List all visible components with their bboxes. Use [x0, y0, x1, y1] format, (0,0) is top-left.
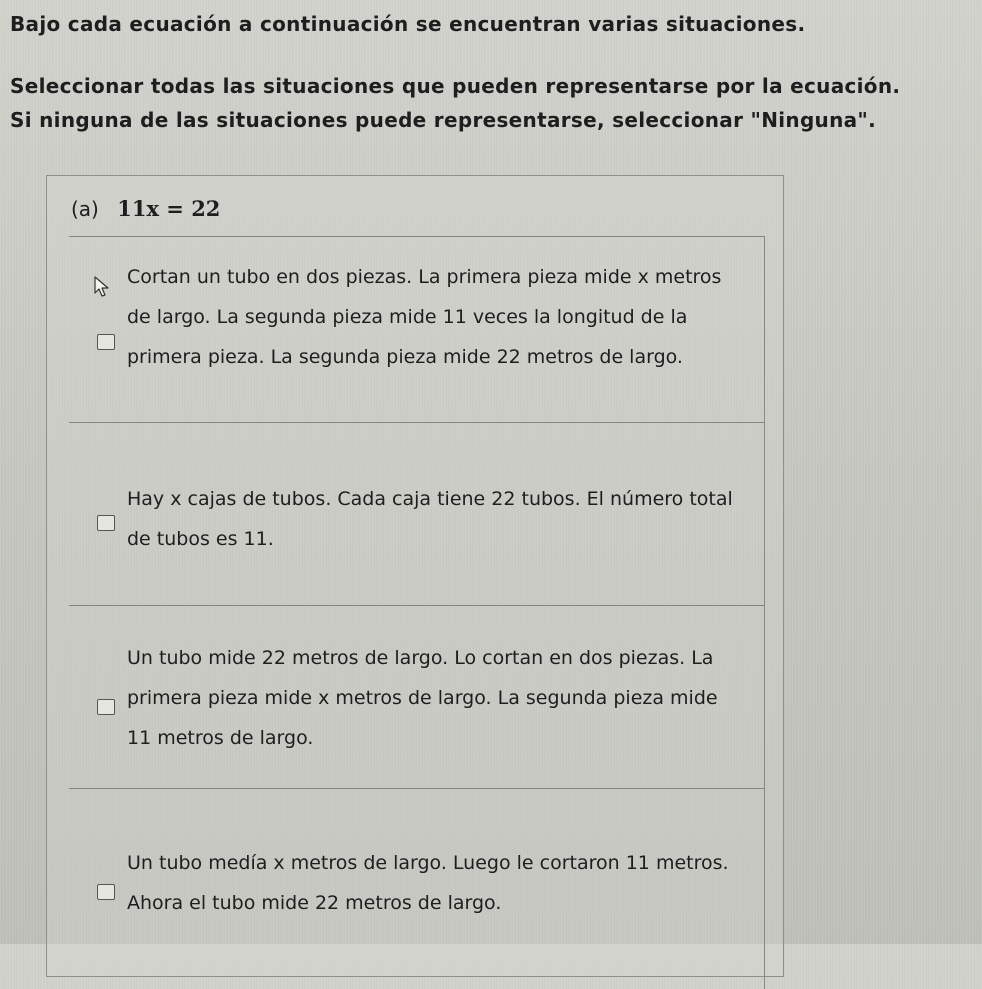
option-2-checkbox[interactable] [97, 515, 115, 531]
part-header [71, 196, 220, 221]
instruction-line-1: Bajo cada ecuación a continuación se encuentran varias situaciones. [10, 12, 806, 36]
option-3-checkbox[interactable] [97, 699, 115, 715]
instruction-line-2: Seleccionar todas las situaciones que pueden representarse por la ecuación. [10, 74, 901, 98]
option-2[interactable] [69, 423, 765, 606]
option-2-text: Hay x cajas de tubos. Cada caja tiene 22 tubos. El número total de tubos es 11. [127, 488, 733, 550]
option-4-checkbox[interactable] [97, 884, 115, 900]
option-1-checkbox[interactable] [97, 334, 115, 350]
options-list [69, 236, 765, 989]
part-label: (a) [71, 197, 99, 221]
equation: 11x = 22 [117, 196, 221, 221]
option-1-text: Cortan un tubo en dos piezas. La primera pieza mide x metros de largo. La segunda pieza mide 11 veces la longitud de la primera pieza. La segunda pieza mide 22 metros de largo. [127, 266, 722, 368]
option-4-text: Un tubo medía x metros de largo. Luego le cortaron 11 metros. Ahora el tubo mide 22 metros de largo. [127, 852, 729, 914]
option-3-text: Un tubo mide 22 metros de largo. Lo cortan en dos piezas. La primera pieza mide x metros de largo. La segunda pieza mide 11 metros de largo. [127, 647, 718, 749]
option-1[interactable] [69, 237, 765, 423]
instruction-line-3: Si ninguna de las situaciones puede representarse, seleccionar "Ninguna". [10, 108, 877, 132]
mouse-pointer-icon [93, 275, 113, 299]
question-panel [46, 175, 784, 977]
option-3[interactable] [69, 606, 765, 789]
option-4[interactable] [69, 789, 765, 989]
